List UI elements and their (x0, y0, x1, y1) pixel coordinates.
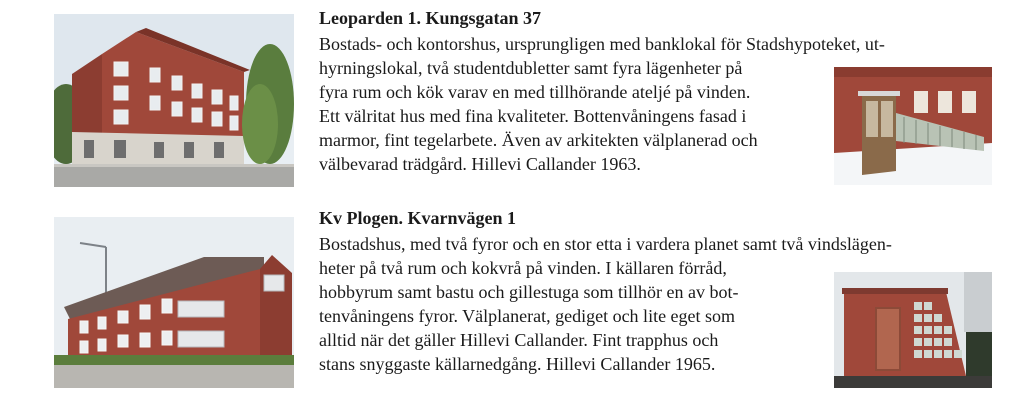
photo-plogen-building (54, 217, 294, 388)
body-line: stans snyggaste källarnedgång. Hillevi Callander 1965. (319, 354, 716, 374)
body-line: fyra rum och kök varav en med tillhörande ateljé på vinden. (319, 82, 751, 102)
photo-leoparden-entrance (834, 67, 992, 185)
body-line: tenvåningens fyror. Välplanerat, gediget och lite eget som (319, 306, 736, 326)
body-line: Ett välritat hus med fina kvaliteter. Bottenvåningens fasad i (319, 106, 747, 126)
body-line: välbevarad trädgård. Hillevi Callander 1963. (319, 154, 641, 174)
body-line: hyrningslokal, två studentdubletter samt fyra lägenheter på (319, 58, 743, 78)
photo-plogen-cellar-entrance (834, 272, 992, 388)
entry-plogen (0, 200, 1023, 402)
photo-leoparden-building (54, 14, 294, 187)
body-line: Bostadshus, med två fyror och en stor etta i vardera planet samt två vindslägen- (319, 234, 892, 254)
body-line: hobbyrum samt bastu och gillestuga som tillhör en av bot- (319, 282, 739, 302)
body-line: alltid när det gäller Hillevi Callander. Fint trapphus och (319, 330, 719, 350)
body-line: Bostads- och kontorshus, ursprungligen med banklokal för Stadshypoteket, ut- (319, 34, 885, 54)
body-line: heter på två rum och kokvrå på vinden. I källaren förråd, (319, 258, 727, 278)
entry-title: Kv Plogen. Kvarnvägen 1 (319, 208, 516, 228)
body-line: marmor, fint tegelarbete. Även av arkitekten välplanerad och (319, 130, 758, 150)
entry-leoparden (0, 0, 1023, 200)
entry-title: Leoparden 1. Kungsgatan 37 (319, 8, 542, 28)
